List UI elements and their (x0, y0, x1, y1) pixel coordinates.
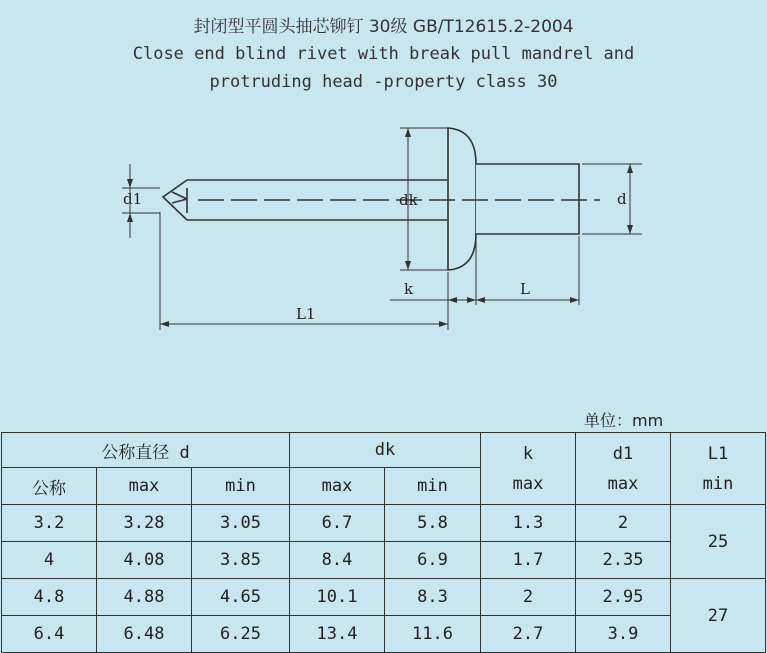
rivet-body-outline (476, 164, 579, 234)
cell-dk-max: 10.1 (290, 579, 385, 616)
cell-nominal: 4.8 (2, 579, 97, 616)
header-d1-cell (576, 433, 671, 505)
spec-table (1, 432, 766, 653)
subheader-dk-min: min (385, 468, 481, 505)
cell-L1-min: 25 (671, 505, 766, 579)
header-nominal-d: 公称直径 d (2, 433, 290, 468)
cell-nominal: 3.2 (2, 505, 97, 542)
cell-d-max: 4.88 (97, 579, 192, 616)
subheader-d-max: max (97, 468, 192, 505)
title-english-line2: protruding head -property class 30 (209, 72, 558, 92)
cell-d-min: 4.65 (192, 579, 290, 616)
label-dk: dk (399, 191, 418, 209)
subheader-k-max: max (512, 473, 544, 494)
title-english-line1: Close end blind rivet with break pull mandrel and (132, 44, 635, 64)
header-row (2, 433, 766, 468)
header-dk: dk (290, 433, 481, 468)
label-k: k (404, 280, 414, 298)
label-d: d (617, 190, 627, 208)
header-d1: d1 (612, 443, 634, 464)
cell-dk-max: 8.4 (290, 542, 385, 579)
table-row (2, 505, 766, 542)
header-L1: L1 (707, 443, 729, 464)
cell-d-max: 4.08 (97, 542, 192, 579)
cell-dk-max: 13.4 (290, 616, 385, 653)
title-chinese: 封闭型平圆头抽芯铆钉 30级 GB/T12615.2-2004 (193, 17, 574, 37)
cell-k-max: 1.3 (481, 505, 576, 542)
cell-d-min: 3.05 (192, 505, 290, 542)
cell-d1-max: 3.9 (576, 616, 671, 653)
mandrel-tip-mark-top (172, 192, 187, 199)
cell-L1-min: 27 (671, 579, 766, 653)
label-L1: L1 (296, 305, 316, 323)
label-d1: d1 (123, 190, 143, 208)
cell-dk-min: 8.3 (385, 579, 481, 616)
cell-d-min: 6.25 (192, 616, 290, 653)
label-L: L (520, 280, 530, 298)
cell-d1-max: 2.95 (576, 579, 671, 616)
subheader-d-min: min (192, 468, 290, 505)
header-k: k (522, 443, 534, 464)
cell-dk-min: 6.9 (385, 542, 481, 579)
table-row (2, 616, 766, 653)
cell-dk-min: 11.6 (385, 616, 481, 653)
table-row (2, 542, 766, 579)
cell-nominal: 4 (2, 542, 97, 579)
cell-k-max: 1.7 (481, 542, 576, 579)
header-L1-cell (671, 433, 766, 505)
cell-d-max: 6.48 (97, 616, 192, 653)
subheader-d1-max: max (607, 473, 639, 494)
rivet-head-outline (448, 128, 476, 270)
table-row (2, 579, 766, 616)
subheader-L1-min: min (702, 473, 734, 494)
cell-d1-max: 2 (576, 505, 671, 542)
cell-d-min: 3.85 (192, 542, 290, 579)
header-k-cell (481, 433, 576, 505)
cell-d1-max: 2.35 (576, 542, 671, 579)
subheader-dk-max: max (290, 468, 385, 505)
cell-k-max: 2.7 (481, 616, 576, 653)
subheader-nominal: 公称 (2, 468, 97, 505)
cell-d-max: 3.28 (97, 505, 192, 542)
cell-nominal: 6.4 (2, 616, 97, 653)
cell-dk-min: 5.8 (385, 505, 481, 542)
mandrel-tip-mark-bottom (172, 199, 187, 203)
cell-dk-max: 6.7 (290, 505, 385, 542)
cell-k-max: 2 (481, 579, 576, 616)
unit-label: 单位：mm (584, 411, 664, 430)
